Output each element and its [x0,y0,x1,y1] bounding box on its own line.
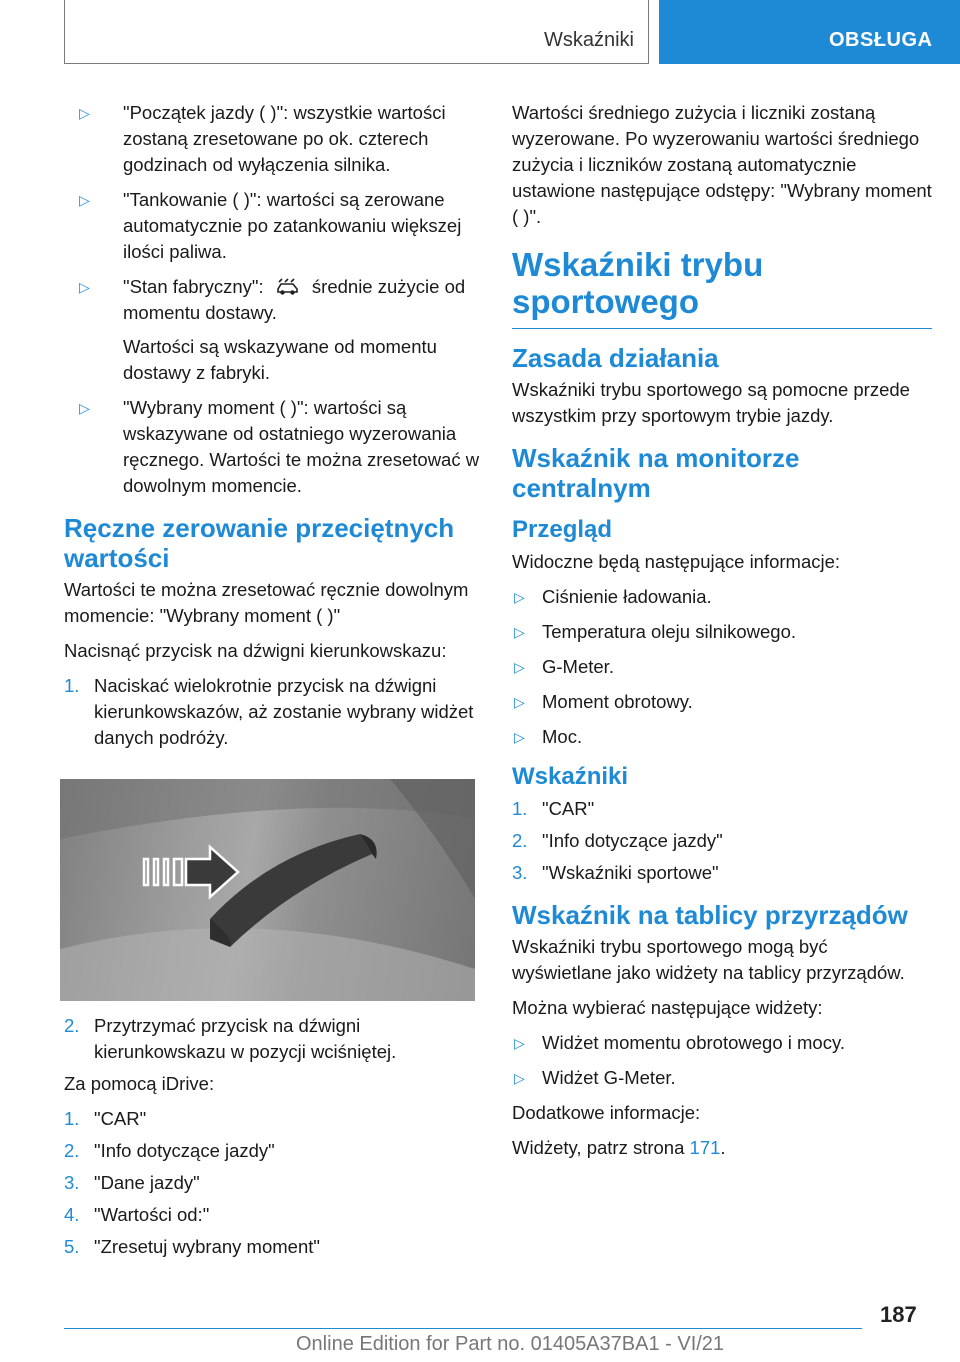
see-also [512,1135,932,1161]
list-item [512,796,932,822]
step-text: "CAR" [542,798,595,819]
instrument-cluster-text: Wskaźniki trybu sportowego mogą być wyświetlane jako widżety na tablicy przyrządów. [512,936,905,983]
car-wash-icon [275,278,301,296]
bullet-text: "Początek jazdy ( )": wszystkie wartości zostaną zresetowane po ok. czterech godzinach od wyłączenia silnika. [123,102,446,175]
list-item [512,860,932,886]
bullet-text: Ciśnienie ładowania. [542,586,712,607]
list-item [512,584,932,610]
bullet-text: Moment obrotowy. [542,691,693,712]
page-number: 187 [880,1302,917,1327]
bullet-text: Temperatura oleju silnikowego. [542,621,796,642]
list-item [64,1138,484,1164]
bullet-marker-icon: ▷ [79,279,90,295]
turn-signal-lever-photo [60,779,475,1001]
step-text: "Wskaźniki sportowe" [542,862,719,883]
see-also-text: Widżety, patrz strona [512,1137,685,1158]
manual-reset-heading: Ręczne zerowanie przeciętnych wartości [64,513,455,573]
edition-footer: Online Edition for Part no. 01405A37BA1 - VI/21 [296,1333,725,1355]
step-number: 2. [512,830,528,851]
step-number: 2. [64,1015,80,1036]
step-text: "Info dotyczące jazdy" [542,830,723,851]
step-number: 1. [64,1108,80,1129]
step-text: Naciskać wielokrotnie przycisk na dźwigni kierunkowskazów, aż zostanie wybrany widżet danych podróży. [94,675,474,748]
tab-obsluga[interactable] [659,0,960,64]
bullet-marker-icon: ▷ [514,624,525,640]
indicators-subheading: Wskaźniki [512,763,629,790]
manual-reset-text: Wartości te można zresetować ręcznie dowolnym momencie: "Wybrany moment ( )" [64,579,469,626]
step-text: "Info dotyczące jazdy" [94,1140,275,1161]
bullet-text: Widżet momentu obrotowego i mocy. [542,1032,845,1053]
principle-heading: Zasada działania [512,343,719,373]
step-text: "Zresetuj wybrany moment" [94,1236,320,1257]
step-number: 1. [512,798,528,819]
footer-divider [64,1328,862,1329]
list-item [512,724,932,750]
step-number: 4. [64,1204,80,1225]
bullet-marker-icon: ▷ [514,659,525,675]
lever-illustration [60,779,475,1001]
step-number: 2. [64,1140,80,1161]
widget-select-intro: Można wybierać następujące widżety: [512,997,823,1018]
step-number: 5. [64,1236,80,1257]
bullet-marker-icon: ▷ [514,694,525,710]
list-item [64,274,484,386]
bullet-marker-icon: ▷ [514,589,525,605]
list-item [64,100,484,178]
list-item [512,828,932,854]
sport-indicators-heading: Wskaźniki trybu sportowego [512,246,932,329]
bullet-marker-icon: ▷ [514,1035,525,1051]
left-column [64,100,484,1266]
list-item [64,1170,484,1196]
manual-reset-instruction: Nacisnąć przycisk na dźwigni kierunkowskazu: [64,640,447,661]
list-item [64,673,484,751]
factory-suffix: średnie zużycie od momentu dostawy. [123,276,466,323]
idrive-intro: Za pomocą iDrive: [64,1073,215,1094]
see-also-suffix: . [720,1137,726,1158]
press-arrow-icon [144,847,238,897]
step-number: 3. [64,1172,80,1193]
factory-continuation: Wartości są wskazywane od momentu dostawy z fabryki. [123,336,437,383]
overview-heading: Przegląd [512,516,613,543]
list-item [512,689,932,715]
step-text: "CAR" [94,1108,147,1129]
bullet-marker-icon: ▷ [79,192,90,208]
right-column [512,100,932,1170]
list-item [64,1202,484,1228]
list-item [64,1234,484,1260]
bullet-marker-icon: ▷ [79,105,90,121]
factory-prefix: "Stan fabryczny": [123,276,264,297]
list-item [512,619,932,645]
bullet-text: "Tankowanie ( )": wartości są zerowane automatycznie po zatankowaniu większej ilości paliwa. [123,189,462,262]
principle-text: Wskaźniki trybu sportowego są pomocne przede wszystkim przy sportowym trybie jazdy. [512,379,910,426]
list-item [64,395,484,499]
bullet-text: "Wybrany moment ( )": wartości są wskazywane od ostatniego wyzerowania ręcznego. Wartości te można zresetować w dowolnym momencie. [123,397,480,496]
extra-info-label: Dodatkowe informacje: [512,1102,701,1123]
bullet-marker-icon: ▷ [514,729,525,745]
step-number: 1. [64,675,80,696]
step-text: "Dane jazdy" [94,1172,200,1193]
list-item [512,1065,932,1091]
step-text: Przytrzymać przycisk na dźwigni kierunkowskazu w pozycji wciśniętej. [94,1015,397,1062]
bullet-text: G-Meter. [542,656,614,677]
bullet-text: Widżet G-Meter. [542,1067,676,1088]
step-text: "Wartości od:" [94,1204,210,1225]
bullet-text: Moc. [542,726,583,747]
bullet-marker-icon: ▷ [79,400,90,416]
reset-intro: Wartości średniego zużycia i liczniki zostaną wyzerowane. Po wyzerowaniu wartości średniego zużycia i liczników zostaną automatycznie ustawione następujące odstępy: "Wybrany moment ( )". [512,102,932,227]
instrument-cluster-heading: Wskaźnik na tablicy przyrządów [512,900,908,930]
tab-label: OBSŁUGA [829,29,933,51]
step-number: 3. [512,862,528,883]
bullet-marker-icon: ▷ [514,1070,525,1086]
overview-intro: Widoczne będą następujące informacje: [512,551,841,572]
central-monitor-heading: Wskaźnik na monitorze centralnym [512,443,800,503]
page-link[interactable]: 171 [689,1137,721,1158]
list-item [64,1013,484,1065]
section-title: Wskaźniki [543,29,634,51]
list-item [64,1106,484,1132]
list-item [512,654,932,680]
list-item [512,1030,932,1056]
header-frame [64,0,649,64]
list-item [64,187,484,265]
